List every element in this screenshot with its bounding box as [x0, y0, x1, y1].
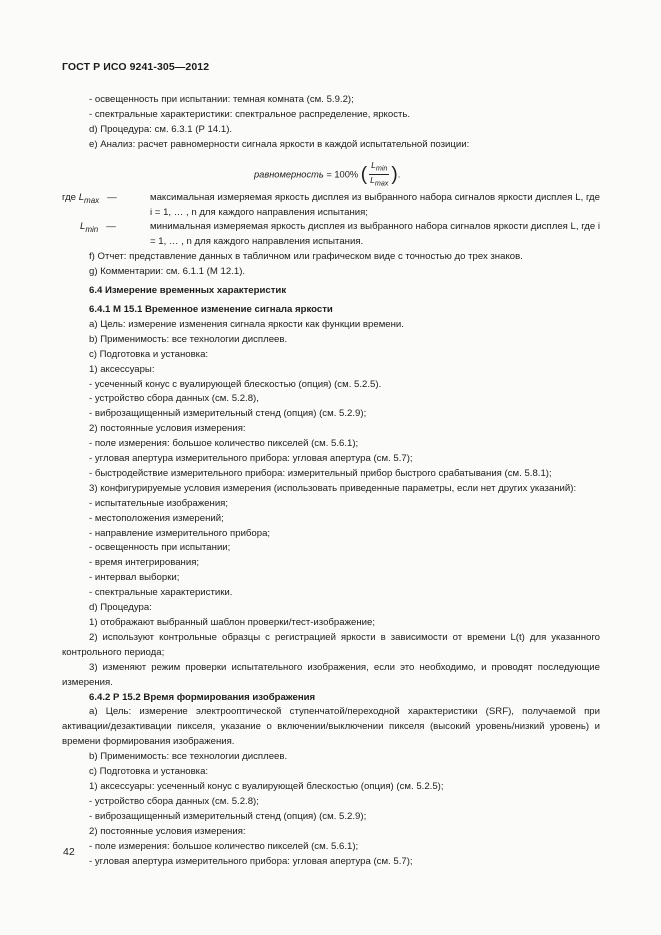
section-heading-6-4: 6.4 Измерение временных характеристик: [89, 285, 287, 297]
definition-dash: —: [106, 221, 116, 233]
definition-lmax: [62, 191, 600, 221]
text-line: - направление измерительного прибора;: [89, 527, 271, 539]
text-line: - освещенность при испытании;: [89, 542, 231, 554]
text-line: - усеченный конус с вуалирующей блескостью (опция) (см. 5.2.5).: [89, 378, 382, 390]
definition-subscript: max: [84, 195, 100, 205]
fraction-denominator: L: [370, 175, 375, 186]
page-content: [62, 93, 600, 869]
text-line: 1) аксессуары:: [89, 363, 155, 375]
text-line: - местоположения измерений;: [89, 512, 224, 524]
text-line: a) Цель: измерение изменения сигнала яркости как функции времени.: [89, 318, 404, 330]
formula-fraction: [369, 160, 389, 190]
text-line: - поле измерения: большое количество пикселей (см. 5.6.1);: [89, 840, 359, 852]
numerator-sub: min: [375, 164, 388, 173]
text-line: d) Процедура:: [89, 602, 152, 614]
paragraph: a) Цель: измерение электрооптической ступенчатой/переходной характеристики (SRF), получаемой при активации/дезактивации пикселя, указание о включении/выключении пикселя (высокий уровень/низкий уровень) и времени формирования изображения.: [62, 706, 600, 748]
text-line: - освещенность при испытании: темная комната (см. 5.9.2);: [89, 94, 354, 105]
text-line: b) Применимость: все технологии дисплеев.: [89, 751, 288, 763]
paragraph: 2) используют контрольные образцы с регистрацией яркости в зависимости от времени L(t) для указанного контрольного периода;: [62, 631, 600, 658]
definition-text: минимальная измеряемая яркость дисплея из выбранного набора сигналов яркости дисплея L, где i = 1, … , n для каждого направления испытания.: [150, 221, 600, 248]
text-line: - интервал выборки;: [89, 572, 180, 584]
left-paren: (: [360, 163, 368, 185]
definition-prefix: где: [62, 191, 77, 203]
definition-lmin: [62, 220, 600, 250]
text-line: f) Отчет: представление данных в табличном или графическом виде с точностью до трех знаков.: [89, 251, 523, 263]
definition-dash: —: [107, 191, 117, 203]
text-line: 2) постоянные условия измерения:: [89, 825, 246, 837]
paragraph: 3) конфигурируемые условия измерения (использовать приведенные параметры, если нет других указаний):: [89, 482, 577, 494]
text-line: 1) отображают выбранный шаблон проверки/тест-изображение;: [89, 617, 375, 628]
formula-equals: = 100%: [326, 169, 359, 180]
definition-text: максимальная измеряемая яркость дисплея из выбранного набора сигналов яркости дисплея L, где i = 1, … , n для каждого направления испытания;: [150, 191, 600, 218]
paragraph: - быстродействие измерительного прибора: измерительный прибор быстрого срабатывания (см. 5.8.1);: [89, 467, 552, 479]
definition-symbol: L: [80, 221, 86, 233]
uniformity-formula: равномерность = 100% ( $\frac{L_{min}}{L_{max}}$ ).: [254, 159, 401, 189]
section-heading-6-4-2: 6.4.2 Р 15.2 Время формирования изображения: [89, 691, 316, 703]
paragraph: 3) изменяют режим проверки испытательного изображения, если это необходимо, и проводят последующие измерения.: [62, 661, 600, 688]
page-number: 42: [63, 846, 75, 858]
text-line: d) Процедура: см. 6.3.1 (Р 14.1).: [89, 123, 233, 135]
text-line: g) Комментарии: см. 6.1.1 (М 12.1).: [89, 266, 246, 278]
formula-lhs: равномерность: [254, 169, 324, 180]
text-line: - угловая апертура измерительного прибора: угловая апертура (см. 5.7);: [89, 453, 413, 465]
text-line: - время интегрирования;: [89, 557, 200, 569]
text-line: c) Подготовка и установка:: [89, 766, 209, 778]
text-line: e) Анализ: расчет равномерности сигнала яркости в каждой испытательной позиции:: [89, 138, 470, 150]
section-heading-6-4-1: 6.4.1 М 15.1 Временное изменение сигнала яркости: [89, 303, 333, 315]
text-line: - устройство сбора данных (см. 5.2.8);: [89, 795, 259, 807]
definition-symbol: L: [78, 191, 85, 203]
text-line: - спектральные характеристики.: [89, 587, 233, 599]
text-line: 1) аксессуары: усеченный конус с вуалирующей блескостью (опция) (см. 5.2.5);: [89, 780, 444, 792]
text-line: - устройство сбора данных (см. 5.2.8),: [89, 393, 259, 405]
text-line: c) Подготовка и установка:: [89, 348, 209, 360]
text-line: - виброзащищенный измерительный стенд (опция) (см. 5.2.9);: [89, 810, 367, 822]
text-line: - испытательные изображения;: [89, 497, 229, 509]
fraction-numerator: L: [371, 159, 376, 170]
text-line: b) Применимость: все технологии дисплеев.: [89, 333, 288, 345]
text-line: - поле измерения: большое количество пикселей (см. 5.6.1);: [89, 438, 359, 450]
document-header: ГОСТ Р ИСО 9241-305—2012: [62, 61, 210, 73]
text-line: - виброзащищенный измерительный стенд (опция) (см. 5.2.9);: [89, 408, 367, 420]
right-paren: ): [391, 163, 398, 185]
text-line: - угловая апертура измерительного прибора: угловая апертура (см. 5.7);: [89, 855, 413, 867]
denominator-sub: max: [374, 180, 389, 189]
text-line: - спектральные характеристики: спектральное распределение, яркость.: [89, 108, 411, 120]
text-line: 2) постоянные условия измерения:: [89, 423, 246, 435]
definition-subscript: min: [85, 225, 99, 235]
